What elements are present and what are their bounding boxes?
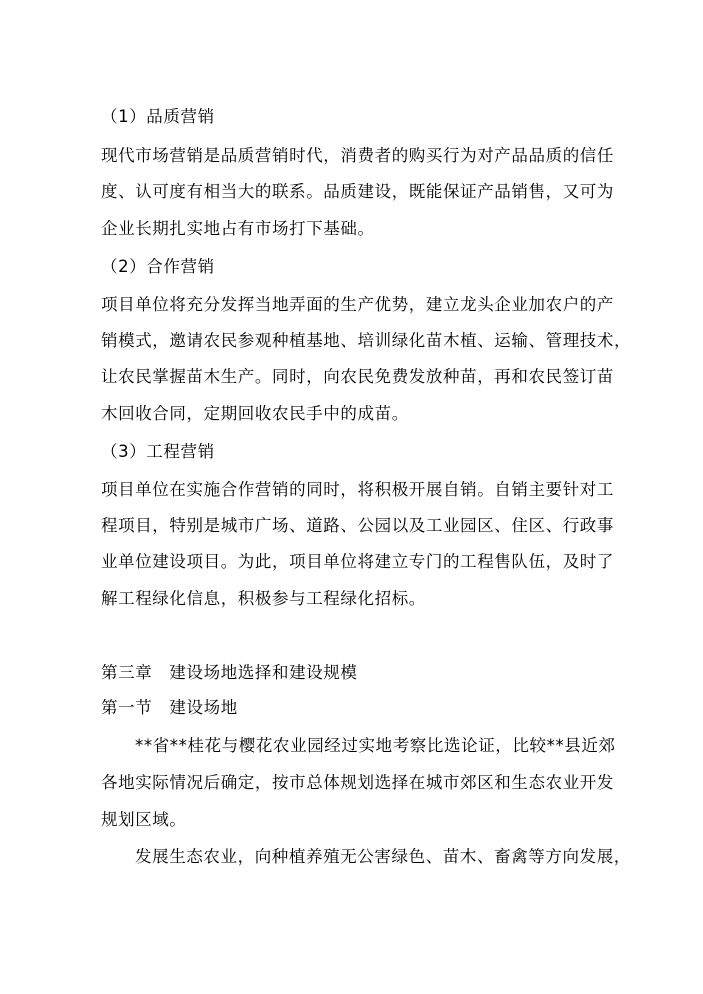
section-3-line-2: 程项目，特别是城市广场、道路、公园以及工业园区、住区、行政事 (101, 516, 614, 535)
paragraph-1-line-2: 各地实际情况后确定，按市总体规划选择在城市郊区和生态农业开发 (101, 773, 614, 792)
paragraph-2-line-1: 发展生态农业，向种植养殖无公害绿色、苗木、畜禽等方向发展， (135, 847, 631, 866)
section-1-line-1: 现代市场营销是品质营销时代，消费者的购买行为对产品品质的信任 (101, 146, 614, 165)
chapter-title: 第三章 建设场地选择和建设规模 (101, 663, 358, 682)
section-2-line-1: 项目单位将充分发挥当地弄面的生产优势，建立龙头企业加农户的产 (101, 295, 614, 314)
paragraph-1-line-1: **省**桂花与樱花农业园经过实地考察比选论证，比较**县近郊 (135, 736, 616, 755)
section-title: 第一节 建设场地 (101, 698, 238, 717)
section-3-line-3: 业单位建设项目。为此，项目单位将建立专门的工程售队伍，及时了 (101, 552, 614, 571)
section-2-heading: （2）合作营销 (101, 257, 215, 276)
section-3-line-1: 项目单位在实施合作营销的同时，将积极开展自销。自销主要针对工 (101, 480, 614, 499)
section-1-heading: （1）品质营销 (101, 107, 215, 126)
section-2-line-3: 让农民掌握苗木生产。同时，向农民免费发放种苗，再和农民签订苗 (101, 367, 614, 386)
section-1-line-2: 度、认可度有相当大的联系。品质建设，既能保证产品销售，又可为 (101, 182, 614, 201)
section-3-heading: （3）工程营销 (101, 442, 215, 461)
section-2-line-4: 木回收合同，定期回收农民手中的成苗。 (101, 404, 409, 423)
paragraph-1-line-3: 规划区域。 (101, 810, 187, 829)
section-2-line-2: 销模式，邀请农民参观种植基地、培训绿化苗木植、运输、管理技术， (101, 331, 632, 350)
section-3-line-4: 解工程绿化信息，积极参与工程绿化招标。 (101, 589, 426, 608)
section-1-line-3: 企业长期扎实地占有市场打下基础。 (101, 219, 375, 238)
